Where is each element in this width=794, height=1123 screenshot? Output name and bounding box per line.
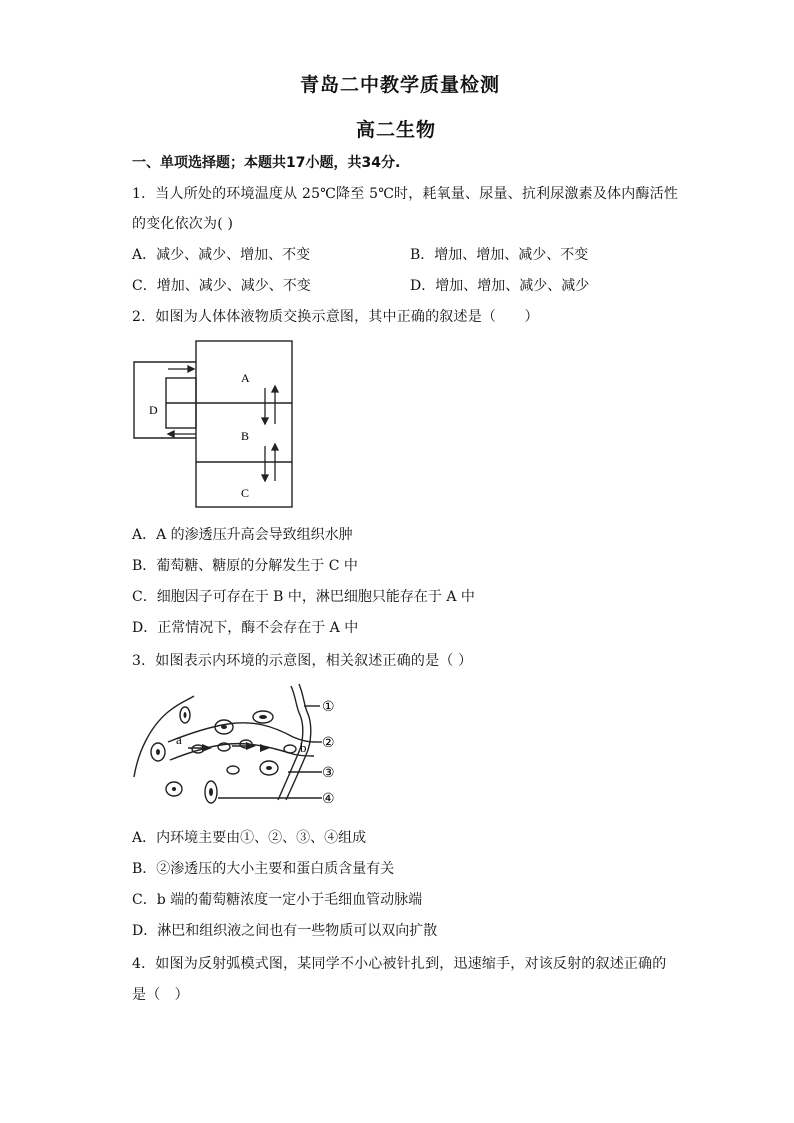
question-1-stem-cont: 的变化依次为( ) xyxy=(132,216,234,232)
question-2-stem: 2．如图为人体体液物质交换示意图，其中正确的叙述是（ ） xyxy=(132,309,539,325)
q2-option-d: D．正常情况下，酶不会存在于 A 中 xyxy=(132,620,359,636)
q1-option-d: D．增加、增加、减少、减少 xyxy=(410,278,590,294)
label-b-end: b xyxy=(300,740,307,755)
q3-option-c: C．b 端的葡萄糖浓度一定小于毛细血管动脉端 xyxy=(132,892,423,908)
label-b: B xyxy=(241,429,250,443)
q3-option-d: D．淋巴和组织液之间也有一些物质可以双向扩散 xyxy=(132,923,438,939)
label-d: D xyxy=(149,403,158,417)
q1-option-a: A．减少、减少、增加、不变 xyxy=(132,247,311,263)
page-title: 青岛二中教学质量检测 xyxy=(300,74,501,96)
internal-environment-diagram xyxy=(128,682,358,812)
q2-option-c: C．细胞因子可存在于 B 中，淋巴细胞只能存在于 A 中 xyxy=(132,589,475,605)
question-3-stem: 3．如图表示内环境的示意图，相关叙述正确的是（ ） xyxy=(132,653,473,669)
q3-option-b: B．②渗透压的大小主要和蛋白质含量有关 xyxy=(132,861,395,877)
question-4-stem-cont: 是（ ） xyxy=(132,987,189,1003)
body-fluid-exchange-diagram xyxy=(128,338,300,512)
q1-option-b: B．增加、增加、减少、不变 xyxy=(410,247,589,263)
page-subtitle: 高二生物 xyxy=(356,119,437,141)
question-1-stem: 1．当人所处的环境温度从 25℃降至 5℃时，耗氧量、尿量、抗利尿激素及体内酶活性 xyxy=(132,186,679,202)
question-4-stem: 4．如图为反射弧模式图，某同学不小心被针扎到，迅速缩手，对该反射的叙述正确的 xyxy=(132,956,667,972)
q2-option-a: A．A 的渗透压升高会导致组织水肿 xyxy=(132,527,353,543)
label-c: C xyxy=(241,486,250,500)
q2-option-b: B．葡萄糖、糖原的分解发生于 C 中 xyxy=(132,558,358,574)
label-3: ③ xyxy=(322,766,335,781)
label-a-end: a xyxy=(176,732,182,747)
label-1: ① xyxy=(322,700,335,715)
label-a: A xyxy=(241,371,250,385)
section-heading: 一、单项选择题；本题共17小题，共34分. xyxy=(132,155,401,171)
q3-option-a: A．内环境主要由①、②、③、④组成 xyxy=(132,830,367,846)
label-4: ④ xyxy=(322,792,335,807)
q1-option-c: C．增加、减少、减少、不变 xyxy=(132,278,311,294)
label-2: ② xyxy=(322,736,335,751)
